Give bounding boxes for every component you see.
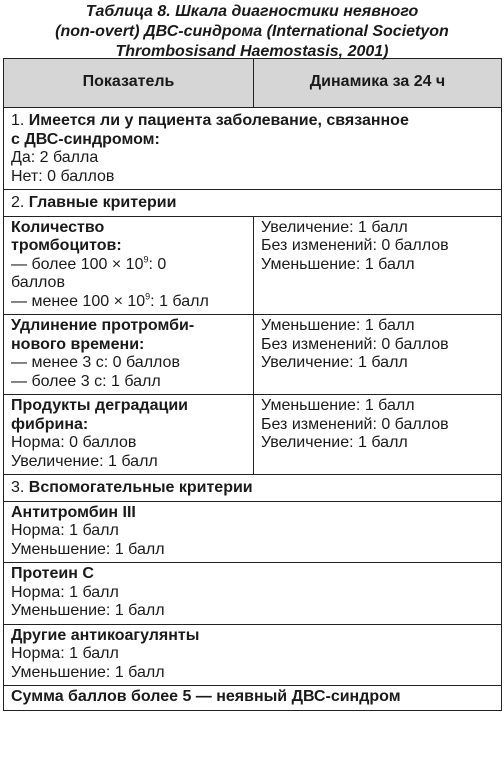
criterion-title-b: тромбоцитов: — [11, 237, 122, 254]
auxiliary-antithrombin-cell — [4, 501, 502, 563]
criterion-title-a: Удлинение протромби- — [11, 317, 195, 334]
dynamics-line: Увеличение: 1 балл — [261, 218, 408, 236]
total-score-cell: Сумма баллов более 5 — неявный ДВС-синдром — [4, 686, 502, 711]
section-3-row — [4, 475, 502, 502]
section-1-number: 1. — [11, 112, 25, 129]
auxiliary-title: Протеин С — [11, 565, 94, 582]
section-1-cell — [4, 108, 502, 190]
criterion-title-a: Количество — [11, 218, 105, 236]
auxiliary-title: Антитромбин III — [11, 503, 136, 521]
auxiliary-line: Уменьшение: 1 балл — [11, 540, 165, 558]
auxiliary-title: Другие антикоагулянты — [11, 626, 200, 644]
criterion-line: Увеличение: 1 балл — [11, 452, 158, 470]
criterion-row-fibrin — [4, 395, 502, 475]
section-1-option-yes: Да: 2 балла — [11, 149, 99, 166]
dynamics-line: Уменьшение: 1 балл — [261, 397, 415, 414]
dynamics-line: Уменьшение: 1 балл — [261, 317, 415, 334]
header-dynamics: Динамика за 24 ч — [254, 59, 502, 108]
criterion-title-a: Продукты деградации — [11, 397, 188, 414]
total-row — [4, 686, 502, 711]
caption-line-1: Таблица 8. Шкала диагностики неявного — [85, 3, 419, 20]
criterion-platelets-cell — [4, 216, 254, 315]
section-3-cell — [4, 475, 502, 502]
table-caption — [0, 0, 504, 58]
criterion-row-platelets — [4, 216, 502, 315]
section-1-title-b: с ДВС-синдромом: — [11, 130, 160, 148]
auxiliary-row-protein-c — [4, 563, 502, 625]
criterion-line: : 0 — [148, 255, 167, 273]
auxiliary-protein-c-cell — [4, 563, 502, 625]
dynamics-line: Без изменений: 0 баллов — [261, 415, 449, 433]
dynamics-line: Без изменений: 0 баллов — [261, 335, 449, 353]
auxiliary-row-other-anticoagulants — [4, 624, 502, 686]
section-3-number: 3. — [11, 479, 25, 496]
dynamics-line: Увеличение: 1 балл — [261, 354, 408, 371]
header-indicator: Показатель — [4, 59, 254, 108]
criterion-prothrombin-cell — [4, 315, 254, 395]
superscript: 9 — [145, 291, 151, 302]
criterion-line: баллов — [11, 274, 65, 291]
section-2-row — [4, 190, 502, 217]
section-3-title: Вспомогательные критерии — [28, 479, 253, 496]
auxiliary-other-cell — [4, 624, 502, 686]
criterion-line: — менее 100 × 10 — [11, 292, 146, 310]
superscript: 9 — [143, 254, 149, 265]
criterion-title-b: фибрина: — [11, 415, 89, 433]
criterion-title-b: нового времени: — [11, 335, 145, 353]
dynamics-line: Без изменений: 0 баллов — [261, 237, 449, 254]
criterion-row-prothrombin — [4, 315, 502, 395]
dynamics-line: Уменьшение: 1 балл — [261, 255, 415, 273]
criterion-fibrin-cell — [4, 395, 254, 475]
criterion-line: — более 3 с: 1 балл — [11, 372, 161, 390]
auxiliary-row-antithrombin — [4, 501, 502, 563]
criterion-line: — менее 3 с: 0 баллов — [11, 354, 180, 371]
auxiliary-line: Уменьшение: 1 балл — [11, 602, 165, 619]
section-2-number: 2. — [11, 194, 25, 211]
auxiliary-line: Норма: 1 балл — [11, 522, 119, 539]
header-row — [4, 59, 502, 108]
section-1-row — [4, 108, 502, 190]
section-2-cell — [4, 190, 502, 217]
dynamics-fibrin-cell — [254, 395, 502, 475]
criterion-line: — более 100 × 10 — [11, 255, 144, 273]
auxiliary-line: Норма: 1 балл — [11, 583, 119, 601]
diagnostic-scale-table — [3, 58, 502, 711]
caption-line-2: (non-overt) ДВС-синдрома (International Societyon — [55, 23, 449, 40]
section-1-option-no: Нет: 0 баллов — [11, 167, 115, 185]
section-1-title-a: Имеется ли у пациента заболевание, связанное — [28, 112, 409, 129]
auxiliary-line: Норма: 1 балл — [11, 645, 119, 662]
criterion-line: : 1 балл — [150, 292, 209, 310]
dynamics-line: Увеличение: 1 балл — [261, 434, 408, 451]
caption-line-3: Thrombosisand Haemostasis, 2001) — [115, 43, 389, 60]
dynamics-platelets-cell — [254, 216, 502, 315]
criterion-line: Норма: 0 баллов — [11, 434, 137, 451]
auxiliary-line: Уменьшение: 1 балл — [11, 663, 165, 681]
dynamics-prothrombin-cell — [254, 315, 502, 395]
section-2-title: Главные критерии — [28, 194, 177, 211]
